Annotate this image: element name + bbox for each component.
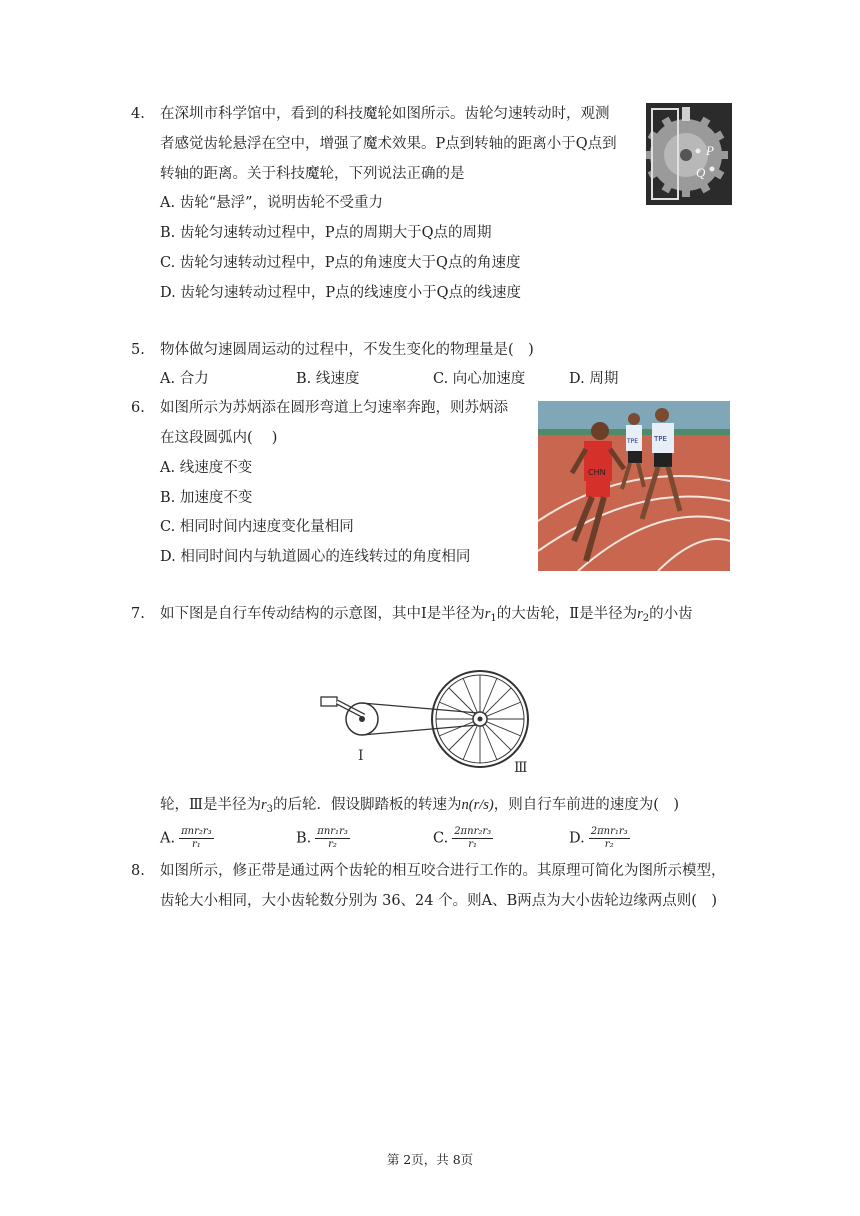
fig-label-i: Ⅰ — [358, 748, 364, 764]
q4-option-c[interactable]: C. 齿轮匀速转动过程中，P点的角速度大于Q点的角速度 — [160, 255, 521, 271]
bib-chn: CHN — [588, 468, 606, 477]
q6-option-c[interactable]: C. 相同时间内速度变化量相同 — [160, 519, 354, 535]
q6-stem-line1: 如图所示为苏炳添在圆形弯道上匀速率奔跑，则苏炳添 — [160, 400, 508, 416]
q4-option-d[interactable]: D. 齿轮匀速转动过程中，P点的线速度小于Q点的线速度 — [160, 285, 521, 301]
q8-stem-line2: 齿轮大小相同，大小齿轮数分别为 36、24 个。则A、B两点为大小齿轮边缘两点则( ) — [160, 893, 718, 909]
q7-number: 7. — [131, 606, 145, 622]
q5-option-d[interactable]: D. 周期 — [569, 371, 619, 387]
q4-number: 4. — [131, 106, 145, 122]
q8-number: 8. — [131, 863, 145, 879]
q5-option-c[interactable]: C. 向心加速度 — [433, 371, 526, 387]
q7-stem-line1: 如下图是自行车传动结构的示意图，其中Ⅰ是半径为$r_1$的大齿轮，Ⅱ是半径为$r_2$的小齿 — [160, 606, 693, 624]
q7-stem-line2: 轮，Ⅲ是半径为$r_3$的后轮．假设脚踏板的转速为n(r/s)，则自行车前进的速度为( ) — [160, 797, 680, 815]
fig-label-iii: Ⅲ — [514, 760, 528, 776]
q7-option-c[interactable]: C. $\frac{\text{2πnr₂r₃}}{\text{r₁}}$ — [433, 826, 492, 850]
q4-option-a[interactable]: A. 齿轮“悬浮”，说明齿轮不受重力 — [160, 195, 384, 211]
fig-label-q: Q — [696, 165, 706, 180]
q7-option-b[interactable]: B. $\frac{\text{πnr₁r₃}}{\text{r₂}}$ — [296, 826, 348, 850]
bib-tpe-2: TPE — [627, 438, 639, 445]
q8-stem-line1: 如图所示，修正带是通过两个齿轮的相互咬合进行工作的。其原理可简化为图所示模型， — [160, 863, 726, 879]
q5-option-b[interactable]: B. 线速度 — [296, 371, 360, 387]
q7-option-d[interactable]: D. $\frac{\text{2πnr₁r₃}}{\text{r₂}}$ — [569, 826, 628, 850]
sprinter-photo — [538, 401, 730, 571]
q5-option-a[interactable]: A. 合力 — [160, 371, 209, 387]
q6-stem-line2: 在这段圆弧内( ) — [160, 430, 278, 446]
page-footer: 第 2页，共 8页 — [386, 1152, 474, 1167]
bib-tpe-1: TPE — [654, 435, 667, 443]
q4-stem-line3: 转轴的距离。关于科技魔轮，下列说法正确的是 — [160, 166, 465, 182]
bicycle-drive-diagram — [318, 664, 536, 776]
q6-option-a[interactable]: A. 线速度不变 — [160, 460, 253, 476]
q7-option-a[interactable]: A. $\frac{\text{πnr₂r₃}}{\text{r₁}}$ — [160, 826, 212, 850]
q6-number: 6. — [131, 400, 145, 416]
q4-stem-line1: 在深圳市科学馆中，看到的科技魔轮如图所示。齿轮匀速转动时，观测 — [160, 106, 610, 122]
q6-option-d[interactable]: D. 相同时间内与轨道圆心的连线转过的角度相同 — [160, 549, 471, 565]
q4-stem-line2: 者感觉齿轮悬浮在空中，增强了魔术效果。P点到转轴的距离小于Q点到 — [160, 136, 617, 152]
q5-number: 5. — [131, 342, 145, 358]
q6-option-b[interactable]: B. 加速度不变 — [160, 490, 253, 506]
fig-label-p: P — [706, 143, 714, 158]
q5-stem: 物体做匀速圆周运动的过程中，不发生变化的物理量是( ) — [160, 342, 534, 358]
magic-gear-photo — [646, 103, 732, 205]
q4-option-b[interactable]: B. 齿轮匀速转动过程中，P点的周期大于Q点的周期 — [160, 225, 492, 241]
